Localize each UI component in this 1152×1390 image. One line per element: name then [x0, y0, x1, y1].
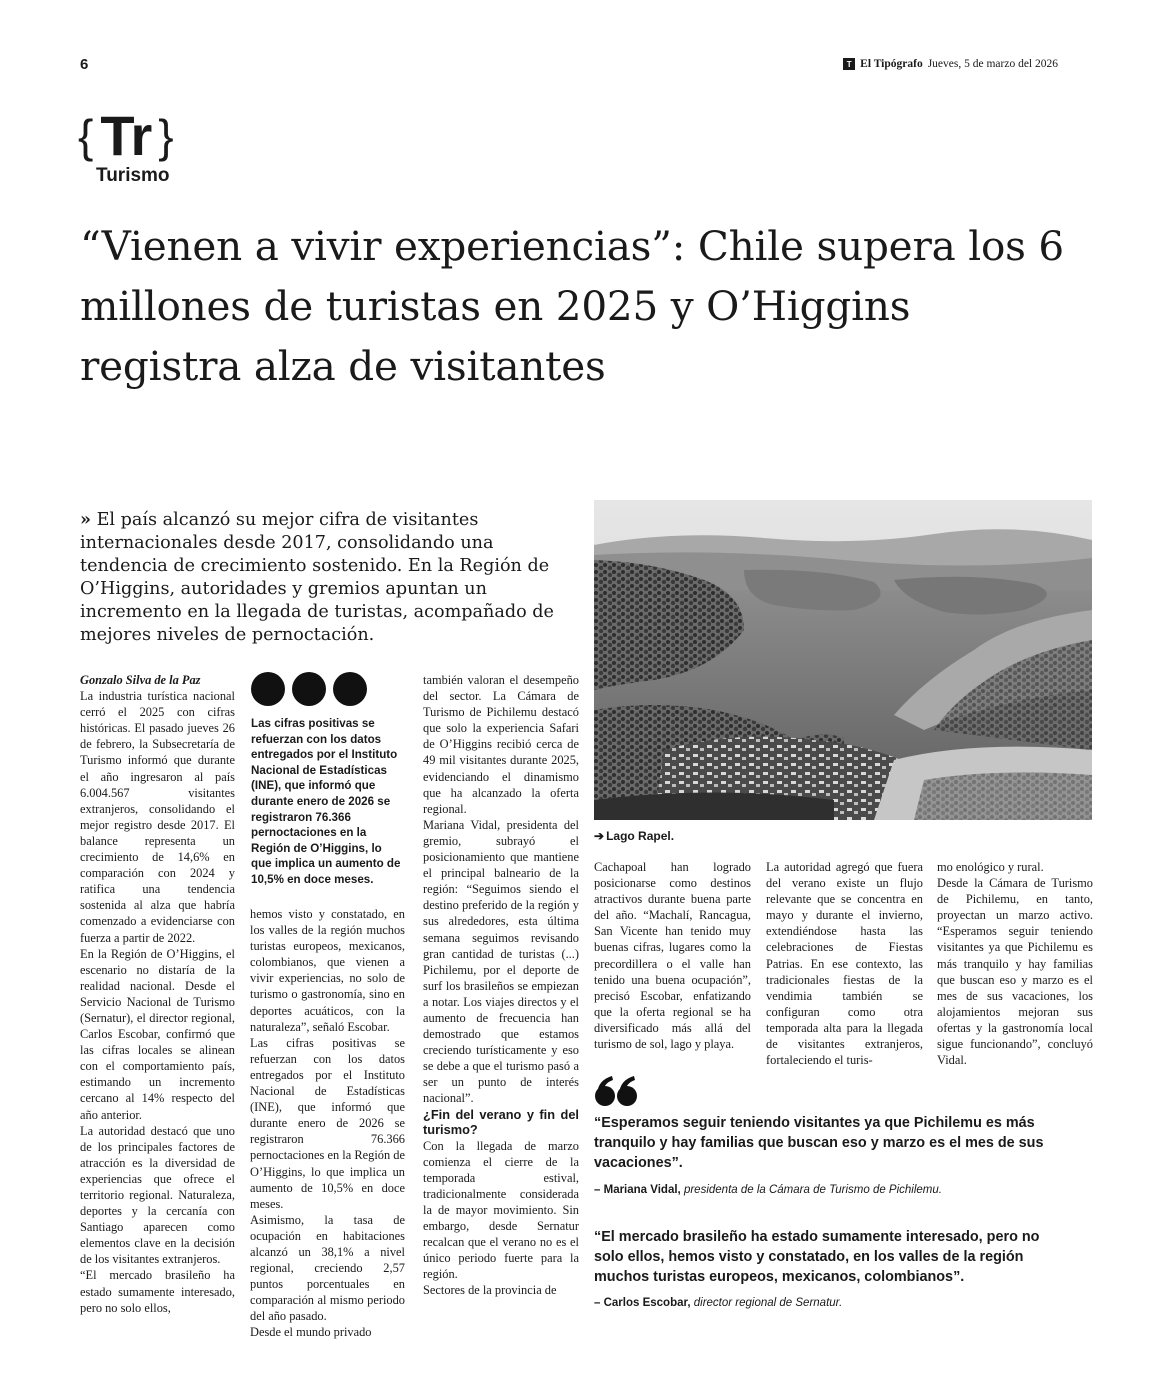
brace-close: }	[158, 110, 174, 162]
lago-rapel-photo	[594, 500, 1092, 820]
masthead	[843, 58, 1058, 70]
article-column-3	[423, 672, 579, 1298]
paragraph: Asimismo, la tasa de ocupación en habitaciones alcanzó un 38,1% a nivel regional, creciendo 2,57 puntos porcentuales en comparación al mismo periodo del año pasado.	[250, 1212, 405, 1324]
brace-open: {	[78, 110, 94, 162]
paragraph: también valoran el desempeño del sector. La Cámara de Turismo de Pichilemu destacó que solo la experiencia Safari de O’Higgins recibió cerca de 49 mil visitantes durante 2025, evidenciando el dinamismo que ha alcanzado la oferta regional.	[423, 673, 579, 816]
paragraph: Cachapoal han logrado posicionarse como destinos atractivos durante buena parte del año. “Machalí, Rancagua, San Vicente han tenido muy buenas cifras, lugares como la precordillera o el valle han tenido una buena ocupación”, precisó Escobar, enfatizando que la oferta regional se ha diversificado más allá del turismo de sol, lago y playa.	[594, 860, 751, 1052]
attribution-name: Mariana Vidal,	[603, 1184, 681, 1196]
article-column-4	[594, 859, 751, 1052]
dot-icon	[251, 672, 285, 706]
headline: “Vienen a vivir experiencias”: Chile supera los 6 millones de turistas en 2025 y O’Higgins registra alza de visitantes	[80, 222, 1064, 390]
page-number: 6	[80, 56, 89, 73]
dot-icon	[292, 672, 326, 706]
highlight-box: Las cifras positivas se refuerzan con los datos entregados por el Instituto Nacional de Estadísticas (INE), que informó que durante enero de 2026 se registraron 76.366 pernoctaciones en la Región de O’Higgins, lo que implica un aumento de 10,5% en doce meses.	[251, 717, 401, 886]
section-logo	[78, 106, 174, 166]
dot-icon	[333, 672, 367, 706]
paragraph: La industria turística nacional cerró el 2025 con cifras históricas. El pasado jueves 26 de febrero, la Subsecretaría de Turismo informó que durante el año ingresaron al país 6.004.567 visitantes extranjeros, consolidando el mejor registro desde 2017. El balance representa un crecimiento de 14,6% en comparación con 2024 y ratifica una tendencia sostenida al alza que habría comenzado a evidenciarse con fuerza a partir de 2022.	[80, 689, 235, 945]
decorative-dots	[251, 672, 367, 706]
paragraph: Desde la Cámara de Turismo de Pichilemu, en tanto, proyectan un marzo activo. “Esperamos seguir teniendo visitantes ya que Pichilemu es más tranquilo y hay familias que buscan eso y marzo es el mes de sus vacaciones, los alojamientos mejoran sus ofertas y la gastronomía local sigue funcionando”, concluyó Vidal.	[937, 876, 1093, 1068]
lead-paragraph	[80, 508, 580, 647]
pull-quote-attribution	[594, 1297, 842, 1309]
paragraph: mo enológico y rural.	[937, 860, 1044, 874]
article-column-2	[250, 906, 405, 1341]
quote-mark-icon	[594, 1074, 640, 1108]
lead-marker-icon: »	[80, 509, 91, 530]
section-abbreviation: Tr	[100, 104, 152, 167]
attribution-role: presidenta de la Cámara de Turismo de Pichilemu.	[683, 1184, 942, 1196]
lead-text: El país alcanzó su mejor cifra de visitantes internacionales desde 2017, consolidando una tendencia de crecimiento sostenido. En la Región de O’Higgins, autoridades y gremios apuntan un incremento en la llegada de turistas, acompañado de mejores niveles de pernoctación.	[80, 510, 554, 645]
attribution-role: director regional de Sernatur.	[693, 1297, 843, 1309]
section-name: Turismo	[96, 165, 170, 186]
pull-quote-escobar: “El mercado brasileño ha estado sumamente interesado, pero no solo ellos, hemos visto y constatado, en los valles de la región muchos turistas europeos, mexicanos, colombianos”.	[594, 1229, 1040, 1285]
subheading: ¿Fin del verano y fin del turismo?	[423, 1106, 579, 1138]
attribution-name: Carlos Escobar,	[603, 1297, 691, 1309]
paragraph: Desde el mundo privado	[250, 1325, 372, 1340]
paragraph: hemos visto y constatado, en los valles de la región muchos turistas europeos, mexicanos, colombianos, que vienen a vivir experiencias, no solo de turismo o gastronomía, sino en deportes acuáticos, con la naturaleza”, señaló Escobar.	[250, 907, 405, 1034]
issue-date: Jueves, 5 de marzo del 2026	[927, 58, 1058, 70]
paragraph: La autoridad agregó que fuera del verano existe un flujo relevante que se concentra en mayo y durante el invierno, extendiéndose hasta las celebraciones de Fiestas Patrias. En ese contexto, las tradicionales fiestas de la vendimia también se configuran como otra temporada alta para la llegada de visitantes extranjeros, fortaleciendo el turis-	[766, 860, 923, 1068]
byline: Gonzalo Silva de la Paz	[80, 673, 201, 687]
article-column-1	[80, 672, 235, 1316]
paragraph: En la Región de O’Higgins, el escenario no distaría de la realidad nacional. Desde el Servicio Nacional de Turismo (Sernatur), el director regional, Carlos Escobar, confirmó que las cifras locales se alinean con el comportamiento país, estimando un incremento cercano al 14% respecto del año anterior.	[80, 946, 235, 1122]
paragraph: Mariana Vidal, presidenta del gremio, subrayó el posicionamiento que mantiene el principal balneario de la región: “Seguimos siendo el destino preferido de la región y sus alrededores, esta última semana seguimos revisando gran cantidad de turistas (...) Pichilemu, por el deporte de surf los brasileños se empiezan a notar. Los viajes directos y el aumento de frecuencia han demostrado que estamos creciendo turísticamente y eso se debe a que el turismo pasó a ser un punto de interés nacional”.	[423, 817, 579, 1106]
pull-quote-attribution	[594, 1184, 942, 1196]
newspaper-logo-icon: T	[843, 58, 855, 70]
paragraph: Las cifras positivas se refuerzan con los datos entregados por el Instituto Nacional de Estadísticas (INE), que informó que durante enero de 2026 se registraron 76.366 pernoctaciones en la Región de O’Higgins, lo que implica un aumento de 10,5% en doce meses.	[250, 1035, 405, 1211]
attribution-dash: –	[594, 1297, 601, 1309]
caption-text: Lago Rapel.	[606, 829, 675, 843]
article-column-6	[937, 859, 1093, 1068]
article-column-5	[766, 859, 923, 1068]
photo-caption	[594, 829, 674, 843]
paragraph: Sectores de la provincia de	[423, 1283, 557, 1298]
paragraph: La autoridad destacó que uno de los principales factores de atracción es la diversidad de experiencias que ofrece el territorio regional. Naturaleza, deportes y la cercanía con Santiago aparecen como elementos clave en la decisión de los visitantes extranjeros.	[80, 1123, 235, 1267]
attribution-dash: –	[594, 1184, 601, 1196]
pull-quote-vidal: “Esperamos seguir teniendo visitantes ya que Pichilemu es más tranquilo y hay familias que buscan eso y marzo es el mes de sus vacaciones”.	[594, 1115, 1044, 1171]
paragraph: Con la llegada de marzo comienza el cierre de la temporada estival, tradicionalmente considerada la de mayor movimiento. Sin embargo, desde Sernatur recalcan que el verano no es el único periodo fuerte para la región.	[423, 1138, 579, 1282]
newspaper-name: El Tipógrafo	[860, 58, 923, 70]
paragraph: “El mercado brasileño ha estado sumamente interesado, pero no solo ellos,	[80, 1268, 235, 1315]
arrow-icon: ➔	[594, 829, 605, 843]
